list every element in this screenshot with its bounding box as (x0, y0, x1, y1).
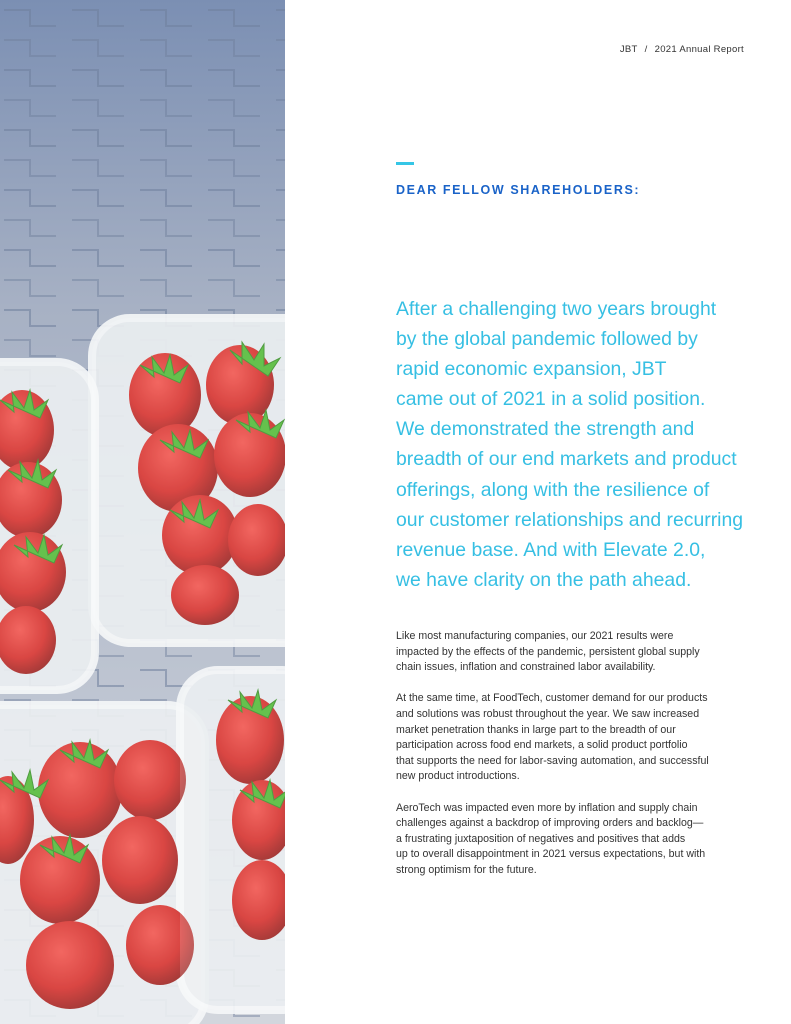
body-line: chain issues, inflation and constrained labor availability. (396, 661, 656, 674)
header-report-title: 2021 Annual Report (654, 44, 744, 55)
body-line: At the same time, at FoodTech, customer demand for our products (396, 692, 708, 705)
header-company: JBT (619, 44, 638, 55)
lead-paragraph (396, 294, 768, 595)
header-separator: / (644, 44, 648, 55)
body-line: participation across food end markets, a solid product portfolio (396, 739, 688, 752)
lead-line: we have clarity on the path ahead. (396, 568, 692, 591)
body-line: new product introductions. (396, 770, 520, 783)
body-line: challenges against a backdrop of improving orders and backlog— (396, 817, 704, 830)
accent-rule (396, 162, 414, 165)
body-paragraph (396, 691, 746, 785)
body-line: a frustrating juxtaposition of negatives and positives that adds (396, 832, 686, 845)
lead-line: our customer relationships and recurring (396, 508, 744, 531)
lead-line: We demonstrated the strength and (396, 418, 695, 441)
body-line: AeroTech was impacted even more by inflation and supply chain (396, 801, 698, 814)
lead-line: offerings, along with the resilience of (396, 478, 710, 501)
running-header (620, 44, 744, 55)
section-heading: DEAR FELLOW SHAREHOLDERS: (396, 183, 641, 197)
lead-line: came out of 2021 in a solid position. (396, 388, 706, 411)
lead-line: breadth of our end markets and product (396, 448, 737, 471)
lead-line: After a challenging two years brought (396, 298, 717, 320)
body-line: strong optimism for the future. (396, 863, 537, 876)
body-line: that supports the need for labor-saving automation, and successful (396, 754, 709, 767)
body-line: and solutions was robust throughout the year. We saw increased (396, 707, 700, 720)
body-line: Like most manufacturing companies, our 2021 results were (396, 630, 674, 642)
lead-line: revenue base. And with Elevate 2.0, (396, 538, 706, 561)
strawberry-photo (0, 0, 285, 1024)
body-text (396, 629, 746, 894)
lead-line: by the global pandemic followed by (396, 328, 698, 351)
lead-line: rapid economic expansion, JBT (396, 358, 667, 381)
body-line: impacted by the effects of the pandemic, persistent global supply (396, 645, 700, 658)
body-line: up to overall disappointment in 2021 versus expectations, but with (396, 848, 706, 861)
body-line: market penetration thanks in large part to the breadth of our (396, 723, 676, 736)
body-paragraph (396, 629, 746, 676)
body-paragraph (396, 801, 746, 879)
